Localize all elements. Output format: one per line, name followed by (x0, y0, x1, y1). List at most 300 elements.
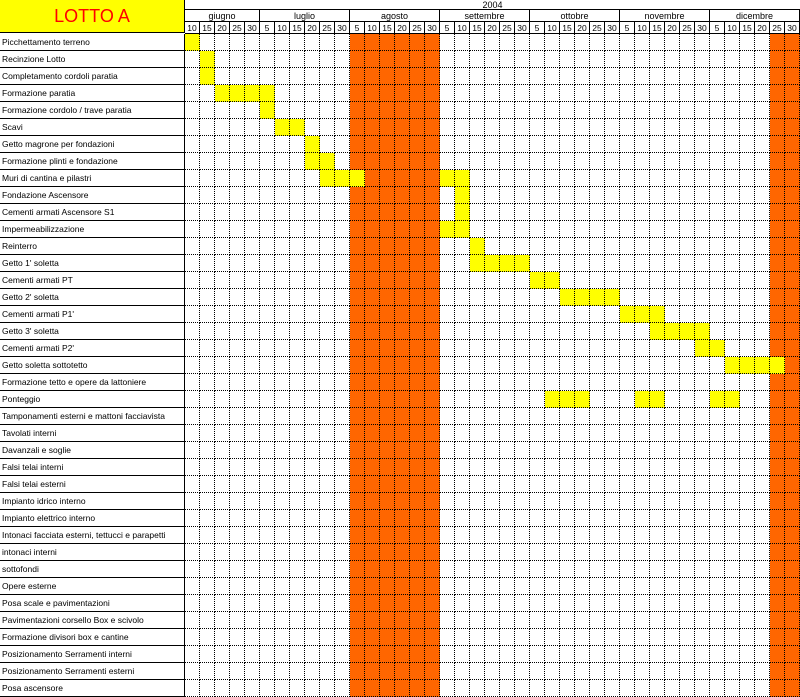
holiday-cell[interactable] (770, 204, 785, 221)
schedule-cell[interactable] (695, 561, 710, 578)
lot-title[interactable]: LOTTO A (0, 0, 185, 33)
schedule-cell[interactable] (620, 136, 635, 153)
schedule-cell[interactable] (185, 204, 200, 221)
schedule-cell[interactable] (290, 612, 305, 629)
schedule-cell[interactable] (665, 391, 680, 408)
schedule-cell[interactable] (470, 272, 485, 289)
schedule-cell[interactable] (215, 187, 230, 204)
schedule-cell[interactable] (710, 408, 725, 425)
schedule-cell[interactable] (485, 238, 500, 255)
schedule-cell[interactable] (500, 306, 515, 323)
schedule-cell[interactable] (440, 612, 455, 629)
schedule-cell[interactable] (710, 595, 725, 612)
schedule-cell[interactable] (740, 629, 755, 646)
schedule-cell[interactable] (620, 204, 635, 221)
schedule-cell[interactable] (335, 595, 350, 612)
holiday-cell[interactable] (395, 289, 410, 306)
holiday-cell[interactable] (425, 578, 440, 595)
task-bar-cell[interactable] (770, 357, 785, 374)
schedule-cell[interactable] (485, 476, 500, 493)
schedule-cell[interactable] (755, 680, 770, 697)
task-bar-cell[interactable] (335, 170, 350, 187)
schedule-cell[interactable] (590, 85, 605, 102)
schedule-cell[interactable] (455, 680, 470, 697)
schedule-cell[interactable] (335, 340, 350, 357)
schedule-cell[interactable] (680, 136, 695, 153)
schedule-cell[interactable] (620, 51, 635, 68)
schedule-cell[interactable] (740, 34, 755, 51)
holiday-cell[interactable] (350, 119, 365, 136)
schedule-cell[interactable] (215, 34, 230, 51)
schedule-cell[interactable] (725, 153, 740, 170)
schedule-cell[interactable] (275, 561, 290, 578)
schedule-cell[interactable] (275, 391, 290, 408)
schedule-cell[interactable] (530, 510, 545, 527)
schedule-cell[interactable] (710, 629, 725, 646)
schedule-cell[interactable] (230, 408, 245, 425)
holiday-cell[interactable] (380, 391, 395, 408)
task-label[interactable]: Impianto idrico interno (0, 493, 185, 510)
task-label[interactable]: Falsi telai interni (0, 459, 185, 476)
task-bar-cell[interactable] (755, 357, 770, 374)
task-label[interactable]: Picchettamento terreno (0, 34, 185, 51)
schedule-cell[interactable] (530, 544, 545, 561)
schedule-cell[interactable] (245, 425, 260, 442)
schedule-cell[interactable] (695, 510, 710, 527)
holiday-cell[interactable] (365, 629, 380, 646)
schedule-cell[interactable] (530, 289, 545, 306)
schedule-cell[interactable] (440, 102, 455, 119)
schedule-cell[interactable] (560, 255, 575, 272)
schedule-cell[interactable] (560, 136, 575, 153)
task-bar-cell[interactable] (260, 102, 275, 119)
schedule-cell[interactable] (560, 340, 575, 357)
schedule-cell[interactable] (500, 544, 515, 561)
schedule-cell[interactable] (755, 204, 770, 221)
holiday-cell[interactable] (350, 612, 365, 629)
schedule-cell[interactable] (560, 578, 575, 595)
schedule-cell[interactable] (500, 34, 515, 51)
schedule-cell[interactable] (665, 34, 680, 51)
schedule-cell[interactable] (545, 663, 560, 680)
holiday-cell[interactable] (380, 102, 395, 119)
schedule-cell[interactable] (755, 306, 770, 323)
schedule-cell[interactable] (320, 136, 335, 153)
schedule-cell[interactable] (305, 238, 320, 255)
schedule-cell[interactable] (455, 68, 470, 85)
schedule-cell[interactable] (335, 493, 350, 510)
schedule-cell[interactable] (515, 136, 530, 153)
schedule-cell[interactable] (440, 493, 455, 510)
schedule-cell[interactable] (260, 170, 275, 187)
schedule-cell[interactable] (575, 221, 590, 238)
schedule-cell[interactable] (275, 663, 290, 680)
schedule-cell[interactable] (515, 510, 530, 527)
schedule-cell[interactable] (275, 34, 290, 51)
day-header[interactable]: 15 (200, 22, 215, 34)
holiday-cell[interactable] (410, 34, 425, 51)
holiday-cell[interactable] (770, 272, 785, 289)
schedule-cell[interactable] (230, 68, 245, 85)
schedule-cell[interactable] (530, 102, 545, 119)
month-header[interactable]: giugno (185, 10, 260, 22)
task-bar-cell[interactable] (260, 85, 275, 102)
schedule-cell[interactable] (245, 459, 260, 476)
schedule-cell[interactable] (455, 374, 470, 391)
schedule-cell[interactable] (260, 34, 275, 51)
schedule-cell[interactable] (635, 255, 650, 272)
holiday-cell[interactable] (380, 221, 395, 238)
schedule-cell[interactable] (500, 102, 515, 119)
schedule-cell[interactable] (440, 544, 455, 561)
holiday-cell[interactable] (350, 510, 365, 527)
schedule-cell[interactable] (695, 612, 710, 629)
schedule-cell[interactable] (515, 221, 530, 238)
schedule-cell[interactable] (755, 374, 770, 391)
schedule-cell[interactable] (500, 51, 515, 68)
schedule-cell[interactable] (200, 204, 215, 221)
holiday-cell[interactable] (365, 357, 380, 374)
schedule-cell[interactable] (575, 187, 590, 204)
schedule-cell[interactable] (725, 187, 740, 204)
schedule-cell[interactable] (740, 153, 755, 170)
task-bar-cell[interactable] (305, 153, 320, 170)
schedule-cell[interactable] (635, 238, 650, 255)
schedule-cell[interactable] (215, 595, 230, 612)
schedule-cell[interactable] (200, 34, 215, 51)
holiday-cell[interactable] (785, 595, 800, 612)
holiday-cell[interactable] (410, 527, 425, 544)
schedule-cell[interactable] (275, 408, 290, 425)
schedule-cell[interactable] (485, 493, 500, 510)
schedule-cell[interactable] (575, 425, 590, 442)
schedule-cell[interactable] (260, 629, 275, 646)
schedule-cell[interactable] (650, 646, 665, 663)
schedule-cell[interactable] (635, 51, 650, 68)
schedule-cell[interactable] (710, 493, 725, 510)
schedule-cell[interactable] (260, 578, 275, 595)
schedule-cell[interactable] (605, 612, 620, 629)
task-label[interactable]: Muri di cantina e pilastri (0, 170, 185, 187)
schedule-cell[interactable] (755, 34, 770, 51)
holiday-cell[interactable] (770, 170, 785, 187)
task-bar-cell[interactable] (230, 85, 245, 102)
schedule-cell[interactable] (725, 289, 740, 306)
schedule-cell[interactable] (590, 340, 605, 357)
schedule-cell[interactable] (620, 170, 635, 187)
holiday-cell[interactable] (410, 544, 425, 561)
schedule-cell[interactable] (245, 442, 260, 459)
schedule-cell[interactable] (680, 578, 695, 595)
day-header[interactable]: 30 (605, 22, 620, 34)
schedule-cell[interactable] (575, 408, 590, 425)
schedule-cell[interactable] (740, 51, 755, 68)
schedule-cell[interactable] (260, 221, 275, 238)
schedule-cell[interactable] (575, 510, 590, 527)
schedule-cell[interactable] (665, 170, 680, 187)
schedule-cell[interactable] (755, 238, 770, 255)
schedule-cell[interactable] (740, 476, 755, 493)
task-label[interactable]: Cementi armati P1' (0, 306, 185, 323)
holiday-cell[interactable] (425, 561, 440, 578)
schedule-cell[interactable] (245, 357, 260, 374)
holiday-cell[interactable] (365, 680, 380, 697)
holiday-cell[interactable] (425, 629, 440, 646)
schedule-cell[interactable] (635, 153, 650, 170)
schedule-cell[interactable] (740, 442, 755, 459)
schedule-cell[interactable] (695, 221, 710, 238)
task-bar-cell[interactable] (575, 391, 590, 408)
holiday-cell[interactable] (770, 527, 785, 544)
schedule-cell[interactable] (590, 357, 605, 374)
schedule-cell[interactable] (650, 476, 665, 493)
schedule-cell[interactable] (665, 187, 680, 204)
schedule-cell[interactable] (590, 561, 605, 578)
schedule-cell[interactable] (740, 510, 755, 527)
day-header[interactable]: 5 (530, 22, 545, 34)
schedule-cell[interactable] (725, 612, 740, 629)
schedule-cell[interactable] (275, 680, 290, 697)
schedule-cell[interactable] (530, 221, 545, 238)
schedule-cell[interactable] (305, 544, 320, 561)
schedule-cell[interactable] (515, 527, 530, 544)
schedule-cell[interactable] (740, 272, 755, 289)
schedule-cell[interactable] (545, 544, 560, 561)
task-bar-cell[interactable] (320, 153, 335, 170)
schedule-cell[interactable] (545, 323, 560, 340)
schedule-cell[interactable] (560, 238, 575, 255)
schedule-cell[interactable] (530, 170, 545, 187)
schedule-cell[interactable] (560, 459, 575, 476)
holiday-cell[interactable] (410, 119, 425, 136)
task-label[interactable]: Impianto elettrico interno (0, 510, 185, 527)
schedule-cell[interactable] (290, 442, 305, 459)
schedule-cell[interactable] (590, 663, 605, 680)
schedule-cell[interactable] (215, 119, 230, 136)
day-header[interactable]: 5 (260, 22, 275, 34)
schedule-cell[interactable] (650, 272, 665, 289)
schedule-cell[interactable] (560, 510, 575, 527)
holiday-cell[interactable] (350, 680, 365, 697)
day-header[interactable]: 10 (635, 22, 650, 34)
schedule-cell[interactable] (725, 272, 740, 289)
schedule-cell[interactable] (740, 340, 755, 357)
holiday-cell[interactable] (350, 102, 365, 119)
schedule-cell[interactable] (710, 357, 725, 374)
schedule-cell[interactable] (590, 306, 605, 323)
schedule-cell[interactable] (245, 204, 260, 221)
schedule-cell[interactable] (650, 425, 665, 442)
holiday-cell[interactable] (410, 170, 425, 187)
schedule-cell[interactable] (500, 629, 515, 646)
schedule-cell[interactable] (455, 510, 470, 527)
holiday-cell[interactable] (380, 612, 395, 629)
schedule-cell[interactable] (695, 306, 710, 323)
schedule-cell[interactable] (665, 374, 680, 391)
holiday-cell[interactable] (395, 425, 410, 442)
holiday-cell[interactable] (395, 119, 410, 136)
schedule-cell[interactable] (695, 153, 710, 170)
schedule-cell[interactable] (185, 510, 200, 527)
schedule-cell[interactable] (620, 629, 635, 646)
schedule-cell[interactable] (530, 136, 545, 153)
schedule-cell[interactable] (680, 442, 695, 459)
holiday-cell[interactable] (425, 527, 440, 544)
schedule-cell[interactable] (725, 544, 740, 561)
holiday-cell[interactable] (785, 340, 800, 357)
schedule-cell[interactable] (695, 357, 710, 374)
schedule-cell[interactable] (215, 510, 230, 527)
schedule-cell[interactable] (305, 289, 320, 306)
holiday-cell[interactable] (425, 323, 440, 340)
month-header[interactable]: dicembre (710, 10, 800, 22)
schedule-cell[interactable] (440, 238, 455, 255)
schedule-cell[interactable] (290, 51, 305, 68)
schedule-cell[interactable] (680, 153, 695, 170)
schedule-cell[interactable] (245, 102, 260, 119)
holiday-cell[interactable] (770, 187, 785, 204)
task-bar-cell[interactable] (245, 85, 260, 102)
schedule-cell[interactable] (260, 306, 275, 323)
schedule-cell[interactable] (665, 238, 680, 255)
holiday-cell[interactable] (785, 578, 800, 595)
task-bar-cell[interactable] (560, 391, 575, 408)
holiday-cell[interactable] (410, 323, 425, 340)
schedule-cell[interactable] (305, 221, 320, 238)
schedule-cell[interactable] (185, 170, 200, 187)
schedule-cell[interactable] (440, 510, 455, 527)
holiday-cell[interactable] (380, 510, 395, 527)
holiday-cell[interactable] (410, 357, 425, 374)
schedule-cell[interactable] (545, 221, 560, 238)
schedule-cell[interactable] (680, 306, 695, 323)
schedule-cell[interactable] (455, 238, 470, 255)
schedule-cell[interactable] (740, 136, 755, 153)
holiday-cell[interactable] (425, 391, 440, 408)
holiday-cell[interactable] (365, 119, 380, 136)
task-bar-cell[interactable] (455, 204, 470, 221)
schedule-cell[interactable] (605, 102, 620, 119)
schedule-cell[interactable] (500, 646, 515, 663)
schedule-cell[interactable] (470, 306, 485, 323)
task-bar-cell[interactable] (485, 255, 500, 272)
task-bar-cell[interactable] (455, 170, 470, 187)
schedule-cell[interactable] (680, 272, 695, 289)
schedule-cell[interactable] (215, 289, 230, 306)
schedule-cell[interactable] (545, 238, 560, 255)
schedule-cell[interactable] (590, 612, 605, 629)
schedule-cell[interactable] (650, 493, 665, 510)
holiday-cell[interactable] (395, 68, 410, 85)
schedule-cell[interactable] (665, 136, 680, 153)
schedule-cell[interactable] (710, 221, 725, 238)
schedule-cell[interactable] (440, 289, 455, 306)
schedule-cell[interactable] (725, 595, 740, 612)
schedule-cell[interactable] (230, 374, 245, 391)
schedule-cell[interactable] (650, 204, 665, 221)
schedule-cell[interactable] (695, 119, 710, 136)
schedule-cell[interactable] (455, 629, 470, 646)
schedule-cell[interactable] (215, 306, 230, 323)
schedule-cell[interactable] (260, 272, 275, 289)
holiday-cell[interactable] (785, 136, 800, 153)
schedule-cell[interactable] (320, 102, 335, 119)
schedule-cell[interactable] (185, 340, 200, 357)
schedule-cell[interactable] (455, 136, 470, 153)
schedule-cell[interactable] (320, 595, 335, 612)
schedule-cell[interactable] (710, 646, 725, 663)
holiday-cell[interactable] (350, 136, 365, 153)
schedule-cell[interactable] (470, 663, 485, 680)
task-label[interactable]: Cementi armati Ascensore S1 (0, 204, 185, 221)
schedule-cell[interactable] (290, 374, 305, 391)
schedule-cell[interactable] (650, 459, 665, 476)
schedule-cell[interactable] (740, 255, 755, 272)
schedule-cell[interactable] (440, 255, 455, 272)
holiday-cell[interactable] (425, 68, 440, 85)
holiday-cell[interactable] (425, 289, 440, 306)
schedule-cell[interactable] (695, 51, 710, 68)
schedule-cell[interactable] (470, 510, 485, 527)
day-header[interactable]: 20 (665, 22, 680, 34)
holiday-cell[interactable] (350, 357, 365, 374)
schedule-cell[interactable] (215, 561, 230, 578)
schedule-cell[interactable] (530, 527, 545, 544)
schedule-cell[interactable] (515, 238, 530, 255)
schedule-cell[interactable] (200, 255, 215, 272)
schedule-cell[interactable] (620, 187, 635, 204)
schedule-cell[interactable] (740, 119, 755, 136)
schedule-cell[interactable] (635, 510, 650, 527)
schedule-cell[interactable] (290, 272, 305, 289)
schedule-cell[interactable] (725, 34, 740, 51)
schedule-cell[interactable] (305, 68, 320, 85)
schedule-cell[interactable] (455, 272, 470, 289)
schedule-cell[interactable] (635, 629, 650, 646)
holiday-cell[interactable] (785, 442, 800, 459)
schedule-cell[interactable] (290, 595, 305, 612)
schedule-cell[interactable] (755, 272, 770, 289)
schedule-cell[interactable] (245, 34, 260, 51)
holiday-cell[interactable] (350, 459, 365, 476)
schedule-cell[interactable] (290, 238, 305, 255)
schedule-cell[interactable] (605, 153, 620, 170)
holiday-cell[interactable] (425, 51, 440, 68)
schedule-cell[interactable] (260, 51, 275, 68)
schedule-cell[interactable] (230, 187, 245, 204)
day-header[interactable]: 20 (485, 22, 500, 34)
schedule-cell[interactable] (530, 680, 545, 697)
schedule-cell[interactable] (755, 85, 770, 102)
schedule-cell[interactable] (680, 51, 695, 68)
holiday-cell[interactable] (350, 646, 365, 663)
schedule-cell[interactable] (275, 306, 290, 323)
schedule-cell[interactable] (635, 34, 650, 51)
task-bar-cell[interactable] (545, 272, 560, 289)
schedule-cell[interactable] (560, 153, 575, 170)
holiday-cell[interactable] (365, 153, 380, 170)
schedule-cell[interactable] (185, 629, 200, 646)
schedule-cell[interactable] (530, 306, 545, 323)
schedule-cell[interactable] (260, 408, 275, 425)
task-bar-cell[interactable] (185, 34, 200, 51)
schedule-cell[interactable] (710, 323, 725, 340)
task-bar-cell[interactable] (725, 357, 740, 374)
schedule-cell[interactable] (215, 459, 230, 476)
schedule-cell[interactable] (530, 238, 545, 255)
schedule-cell[interactable] (335, 646, 350, 663)
schedule-cell[interactable] (455, 476, 470, 493)
